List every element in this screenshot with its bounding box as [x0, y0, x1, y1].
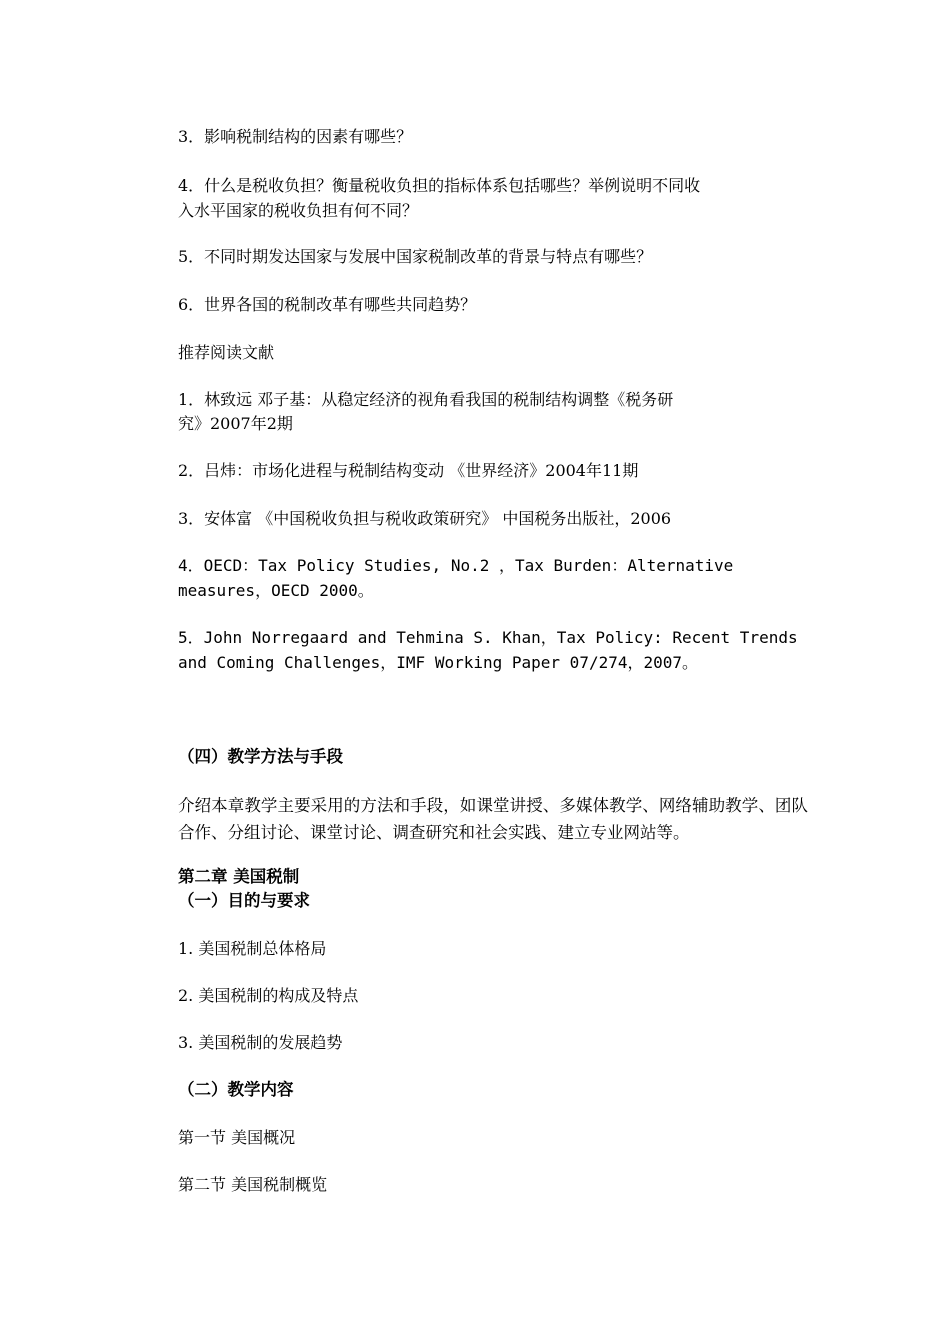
question-5: 5．不同时期发达国家与发展中国家税制改革的背景与特点有哪些？: [178, 247, 653, 266]
reading-item-1-line-2: 究》2007年2期: [178, 414, 293, 433]
goals-heading: （一）目的与要求: [178, 891, 310, 910]
reading-item-5-line-1: 5．John Norregaard and Tehmina S. Khan，Tax Policy: Recent Trends: [178, 628, 798, 647]
question-6: 6．世界各国的税制改革有哪些共同趋势？: [178, 295, 477, 314]
content-heading: （二）教学内容: [178, 1080, 294, 1099]
reading-item-5-line-2: and Coming Challenges，IMF Working Paper 07/274，2007。: [178, 653, 699, 672]
reading-item-2: 2．吕炜：市场化进程与税制结构变动 《世界经济》2004年11期: [178, 461, 639, 480]
reading-item-4-line-2: measures，OECD 2000。: [178, 581, 374, 600]
reading-item-4-line-1: 4．OECD：Tax Policy Studies, No.2 ，Tax Burden：Alternative: [178, 556, 734, 575]
reading-item-3: 3．安体富 《中国税收负担与税收政策研究》 中国税务出版社，2006: [178, 509, 672, 528]
chapter-2-title: 第二章 美国税制: [178, 867, 300, 886]
question-3: 3．影响税制结构的因素有哪些？: [178, 127, 413, 146]
goal-item-1: 1. 美国税制总体格局: [178, 939, 327, 958]
reading-item-1-line-1: 1．林致远 邓子基：从稳定经济的视角看我国的税制结构调整《税务研: [178, 390, 674, 409]
reading-heading: 推荐阅读文献: [178, 343, 275, 362]
goal-item-2: 2. 美国税制的构成及特点: [178, 986, 359, 1005]
question-4-line-1: 4．什么是税收负担？衡量税收负担的指标体系包括哪些？举例说明不同收: [178, 176, 701, 195]
section-item-1: 第一节 美国概况: [178, 1128, 296, 1147]
section-item-2: 第二节 美国税制概览: [178, 1175, 328, 1194]
section-4-paragraph: 介绍本章教学主要采用的方法和手段，如课堂讲授、多媒体教学、网络辅助教学、团队合作、分组讨论、课堂讨论、调查研究和社会实践、建立专业网站等。: [178, 796, 808, 842]
goal-item-3: 3. 美国税制的发展趋势: [178, 1033, 343, 1052]
section-4-heading: （四）教学方法与手段: [178, 747, 343, 766]
question-4-line-2: 入水平国家的税收负担有何不同？: [178, 201, 419, 220]
